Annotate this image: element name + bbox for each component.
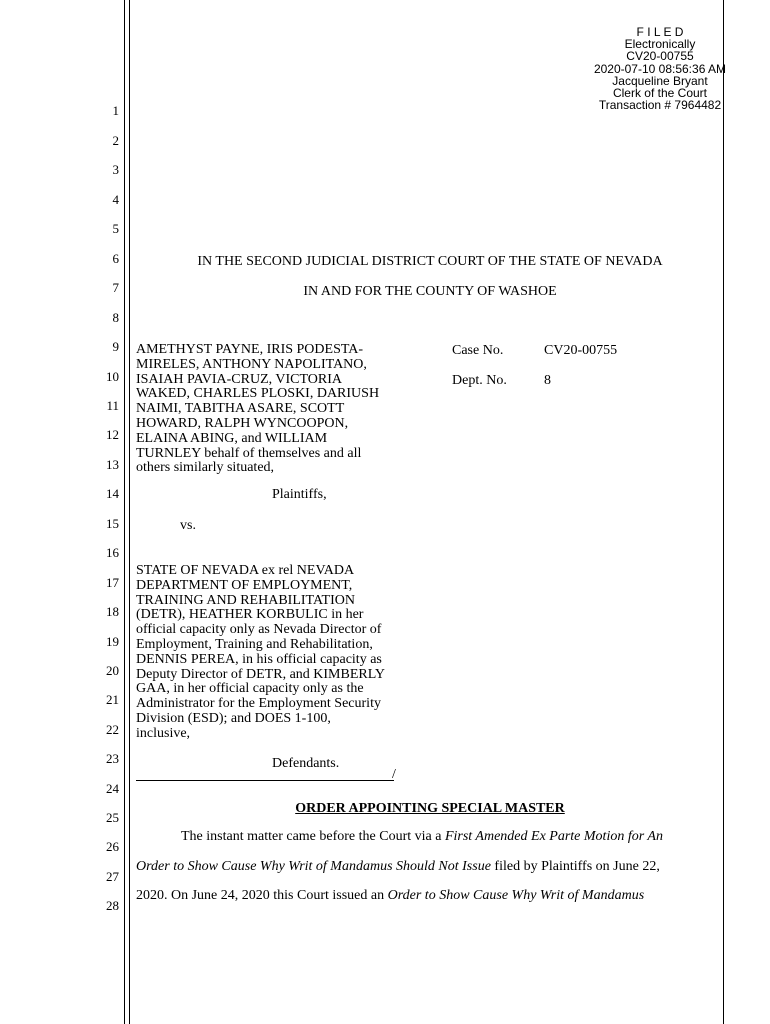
caption-rule	[136, 780, 394, 781]
line-number: 4	[112, 192, 119, 207]
plaintiffs-line: ISAIAH PAVIA-CRUZ, VICTORIA	[136, 371, 343, 387]
defendants-line: DEPARTMENT OF EMPLOYMENT,	[136, 577, 353, 593]
line-number: 13	[106, 457, 119, 472]
order-title-ref: Order to Show Cause Why Writ of Mandamus	[387, 888, 645, 903]
caption-defendants	[136, 564, 411, 742]
motion-title-cont: Order to Show Cause Why Writ of Mandamus Should Not Issue	[136, 859, 491, 874]
line-number: 10	[106, 369, 119, 384]
plaintiffs-line: ELAINA ABING, and WILLIAM	[136, 430, 328, 446]
line-number: 9	[112, 339, 119, 354]
plaintiffs-line: others similarly situated,	[136, 460, 275, 476]
line-number: 14	[106, 486, 119, 501]
stamp-clerk-title: Clerk of the Court	[612, 86, 708, 101]
defendants-line: Employment, Training and Rehabilitation,	[136, 636, 373, 652]
stamp-transaction: Transaction # 7964482	[598, 98, 722, 113]
line-number: 27	[106, 869, 119, 884]
defendants-line: GAA, in her official capacity only as the	[136, 681, 364, 697]
line-number: 5	[112, 221, 119, 236]
body-line-2	[136, 859, 660, 875]
line-number: 6	[112, 251, 119, 266]
defendants-line: (DETR), HEATHER KORBULIC in her	[136, 607, 364, 623]
defendants-line: STATE OF NEVADA ex rel NEVADA	[136, 563, 355, 578]
body-text: The instant matter came before the Court via a	[181, 829, 445, 844]
line-number: 21	[106, 692, 119, 707]
line-number: 15	[106, 516, 119, 531]
line-number: 22	[106, 722, 119, 737]
line-number: 3	[112, 162, 119, 177]
line-number: 7	[112, 280, 119, 295]
plaintiffs-line: HOWARD, RALPH WYNCOOPON,	[136, 415, 349, 431]
caption-parties	[136, 343, 411, 476]
dept-no-value: 8	[544, 373, 551, 388]
stamp-timestamp: 2020-07-10 08:56:36 AM	[593, 61, 727, 76]
caption-slash: /	[392, 767, 396, 782]
versus-label: vs.	[180, 518, 196, 533]
body-text: filed by Plaintiffs on June 22,	[490, 859, 660, 874]
plaintiffs-label: Plaintiffs,	[272, 487, 327, 502]
line-number: 17	[106, 575, 119, 590]
line-number: 12	[106, 427, 119, 442]
defendants-line: TRAINING AND REHABILITATION	[136, 592, 355, 608]
line-number: 11	[106, 398, 119, 413]
defendants-line: official capacity only as Nevada Director of	[136, 622, 382, 638]
case-no-label: Case No.	[452, 343, 504, 358]
dept-no-label: Dept. No.	[452, 373, 507, 388]
defendants-line: Administrator for the Employment Security	[136, 696, 381, 712]
plaintiffs-line: WAKED, CHARLES PLOSKI, DARIUSH	[136, 386, 380, 402]
filing-stamp	[560, 26, 760, 111]
line-number: 23	[106, 751, 119, 766]
court-name: IN THE SECOND JUDICIAL DISTRICT COURT OF THE STATE OF NEVADA	[197, 254, 663, 269]
line-number: 25	[106, 810, 119, 825]
line-number: 2	[112, 133, 119, 148]
plaintiffs-line: MIRELES, ANTHONY NAPOLITANO,	[136, 356, 367, 372]
stamp-clerk-name: Jacqueline Bryant	[612, 73, 708, 88]
order-title: ORDER APPOINTING SPECIAL MASTER	[295, 801, 565, 816]
defendants-label: Defendants.	[272, 756, 340, 771]
line-number: 19	[106, 634, 119, 649]
line-number: 20	[106, 663, 119, 678]
plaintiffs-line: NAIMI, TABITHA ASARE, SCOTT	[136, 401, 345, 417]
line-number: 16	[106, 545, 119, 560]
left-margin-rule-2	[129, 0, 130, 1024]
defendants-line: DENNIS PEREA, in his official capacity as	[136, 651, 382, 667]
plaintiffs-line: TURNLEY behalf of themselves and all	[136, 445, 362, 461]
body-line-3	[136, 888, 644, 904]
defendants-line: Division (ESD); and DOES 1-100,	[136, 710, 331, 726]
line-number: 24	[106, 781, 119, 796]
body-line-1	[181, 829, 663, 845]
stamp-electronically: Electronically	[624, 37, 696, 52]
right-margin-rule	[723, 0, 724, 1024]
defendants-line: Deputy Director of DETR, and KIMBERLY	[136, 666, 385, 682]
case-no-value: CV20-00755	[544, 343, 618, 358]
line-number: 26	[106, 839, 119, 854]
left-margin-rule-1	[124, 0, 125, 1024]
motion-title: First Amended Ex Parte Motion for An	[444, 829, 663, 844]
body-text: 2020. On June 24, 2020 this Court issued an	[136, 888, 388, 903]
line-number: 1	[112, 103, 119, 118]
line-number: 28	[106, 898, 119, 913]
line-number: 18	[106, 604, 119, 619]
defendants-line: inclusive,	[136, 725, 191, 741]
plaintiffs-line: AMETHYST PAYNE, IRIS PODESTA-	[136, 342, 364, 357]
line-number: 8	[112, 310, 119, 325]
stamp-filed: F I L E D	[636, 25, 684, 39]
stamp-case-number: CV20-00755	[626, 49, 694, 64]
court-county: IN AND FOR THE COUNTY OF WASHOE	[303, 284, 557, 299]
